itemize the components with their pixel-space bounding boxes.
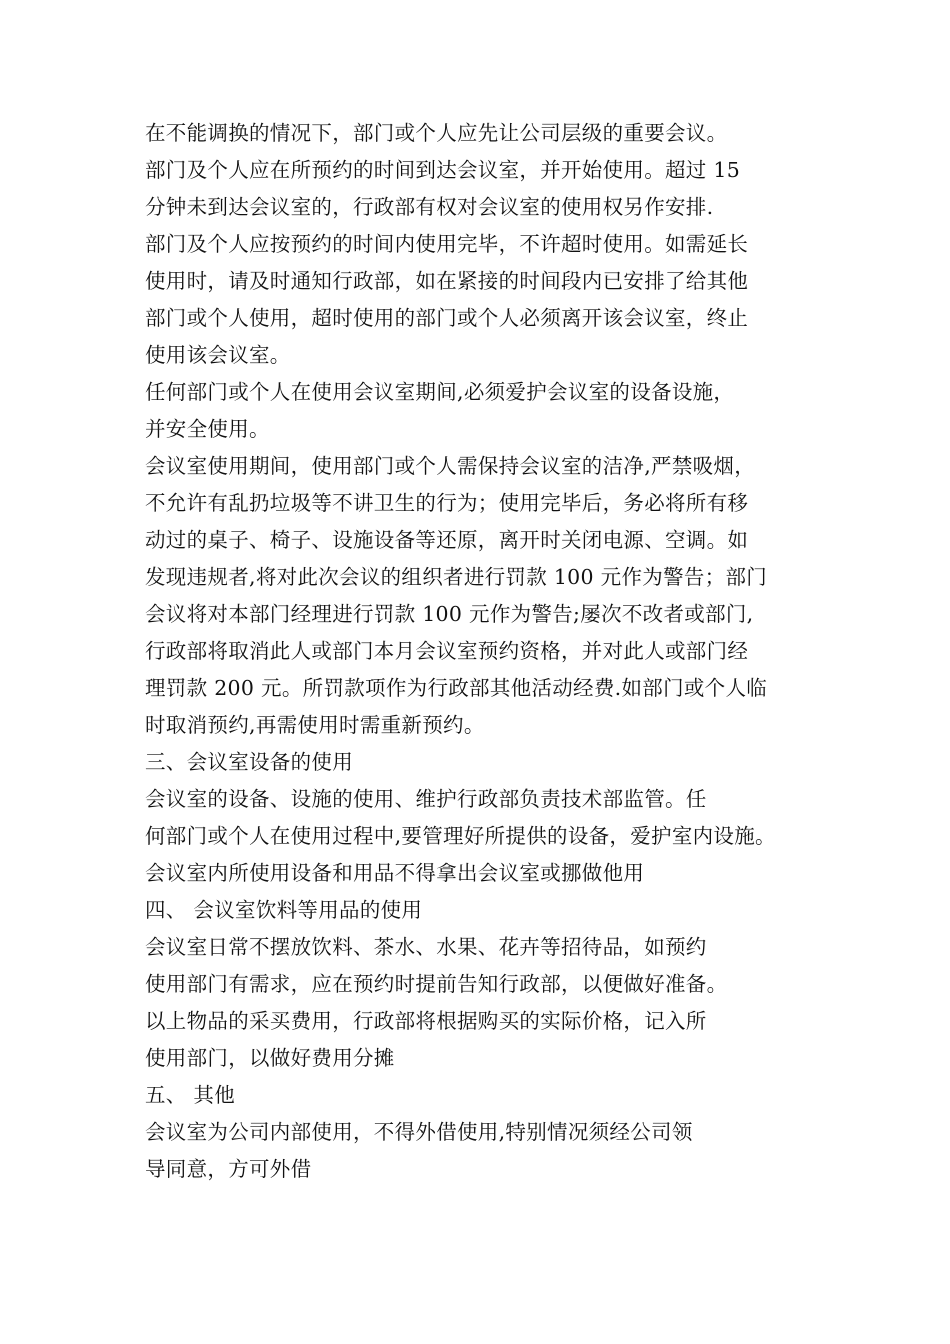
text-line: 使用该会议室。 bbox=[145, 343, 291, 367]
text-line: 使用部门，以做好费用分摊 bbox=[145, 1046, 395, 1070]
text-line: 行政部将取消此人或部门本月会议室预约资格，并对此人或部门经 bbox=[145, 639, 749, 663]
text-line: 会议室使用期间，使用部门或个人需保持会议室的洁净,严禁吸烟， bbox=[145, 454, 756, 478]
text-line: 会议室日常不摆放饮料、茶水、水果、花卉等招待品，如预约 bbox=[145, 935, 707, 959]
text-line: 不允许有乱扔垃圾等不讲卫生的行为；使用完毕后，务必将所有移 bbox=[145, 491, 749, 515]
text-line: 导同意，方可外借 bbox=[145, 1157, 312, 1181]
text-line: 使用时，请及时通知行政部，如在紧接的时间段内已安排了给其他 bbox=[145, 269, 749, 293]
section-heading: 四、 会议室饮料等用品的使用 bbox=[145, 898, 423, 922]
text-line: 理罚款 200 元。所罚款项作为行政部其他活动经费.如部门或个人临 bbox=[145, 676, 768, 700]
text-line: 以上物品的采买费用，行政部将根据购买的实际价格，记入所 bbox=[145, 1009, 707, 1033]
text-line: 会议将对本部门经理进行罚款 100 元作为警告;屡次不改者或部门, bbox=[145, 602, 754, 626]
text-line: 在不能调换的情况下，部门或个人应先让公司层级的重要会议。 bbox=[145, 121, 728, 145]
text-line: 动过的桌子、椅子、设施设备等还原，离开时关闭电源、空调。如 bbox=[145, 528, 749, 552]
text-line: 分钟未到达会议室的，行政部有权对会议室的使用权另作安排. bbox=[145, 195, 714, 219]
text-line: 部门及个人应在所预约的时间到达会议室，并开始使用。超过 15 bbox=[145, 158, 741, 182]
section-heading: 五、 其他 bbox=[145, 1083, 236, 1107]
section-heading: 三、会议室设备的使用 bbox=[145, 750, 353, 774]
text-line: 何部门或个人在使用过程中,要管理好所提供的设备，爱护室内设施。 bbox=[145, 824, 776, 848]
text-line: 部门及个人应按预约的时间内使用完毕，不许超时使用。如需延长 bbox=[145, 232, 749, 256]
text-line: 并安全使用。 bbox=[145, 417, 270, 441]
text-line: 会议室为公司内部使用，不得外借使用,特别情况须经公司领 bbox=[145, 1120, 693, 1144]
text-line: 时取消预约,再需使用时需重新预约。 bbox=[145, 713, 485, 737]
text-line: 任何部门或个人在使用会议室期间,必须爱护会议室的设备设施， bbox=[145, 380, 735, 404]
text-line: 部门或个人使用，超时使用的部门或个人必须离开该会议室，终止 bbox=[145, 306, 749, 330]
text-line: 会议室的设备、设施的使用、维护行政部负责技术部监管。任 bbox=[145, 787, 707, 811]
text-line: 使用部门有需求，应在预约时提前告知行政部，以便做好准备。 bbox=[145, 972, 728, 996]
text-line: 会议室内所使用设备和用品不得拿出会议室或挪做他用 bbox=[145, 861, 645, 885]
text-line: 发现违规者,将对此次会议的组织者进行罚款 100 元作为警告；部门 bbox=[145, 565, 768, 589]
